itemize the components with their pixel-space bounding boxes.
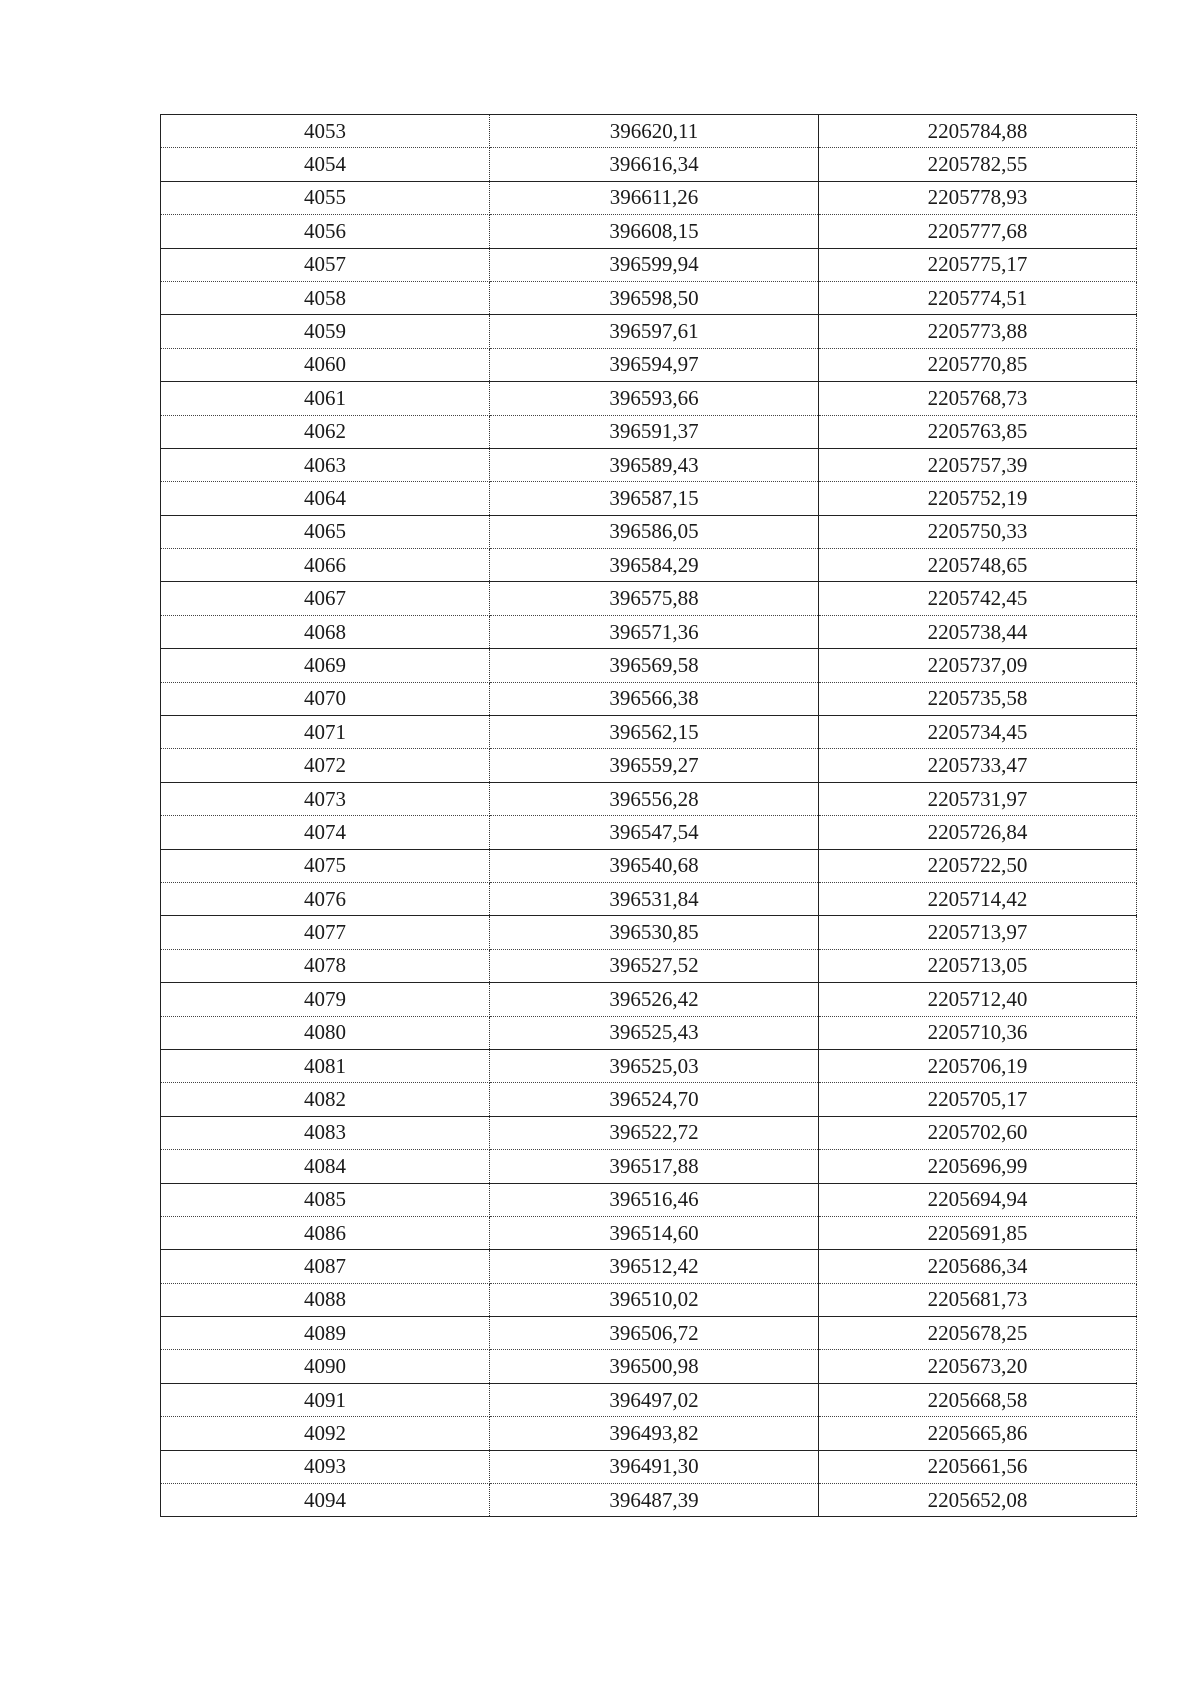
- y-coordinate-cell: 2205763,85: [819, 415, 1137, 448]
- x-coordinate-cell: 396512,42: [490, 1250, 819, 1283]
- table-row: [161, 248, 1137, 281]
- table-row: [161, 716, 1137, 749]
- table-row: [161, 1250, 1137, 1283]
- x-coordinate-cell: 396571,36: [490, 615, 819, 648]
- point-number-cell: 4072: [161, 749, 490, 782]
- y-coordinate-cell: 2205742,45: [819, 582, 1137, 615]
- coordinates-table: [160, 114, 1137, 1517]
- point-number-cell: 4056: [161, 215, 490, 248]
- x-coordinate-cell: 396547,54: [490, 816, 819, 849]
- table-row: [161, 482, 1137, 515]
- point-number-cell: 4073: [161, 782, 490, 815]
- y-coordinate-cell: 2205778,93: [819, 181, 1137, 214]
- point-number-cell: 4083: [161, 1116, 490, 1149]
- x-coordinate-cell: 396589,43: [490, 448, 819, 481]
- y-coordinate-cell: 2205737,09: [819, 649, 1137, 682]
- x-coordinate-cell: 396569,58: [490, 649, 819, 682]
- table-row: [161, 181, 1137, 214]
- point-number-cell: 4081: [161, 1049, 490, 1082]
- x-coordinate-cell: 396593,66: [490, 382, 819, 415]
- y-coordinate-cell: 2205735,58: [819, 682, 1137, 715]
- y-coordinate-cell: 2205768,73: [819, 382, 1137, 415]
- point-number-cell: 4074: [161, 816, 490, 849]
- x-coordinate-cell: 396562,15: [490, 716, 819, 749]
- y-coordinate-cell: 2205702,60: [819, 1116, 1137, 1149]
- x-coordinate-cell: 396559,27: [490, 749, 819, 782]
- x-coordinate-cell: 396506,72: [490, 1317, 819, 1350]
- y-coordinate-cell: 2205782,55: [819, 148, 1137, 181]
- point-number-cell: 4066: [161, 549, 490, 582]
- y-coordinate-cell: 2205673,20: [819, 1350, 1137, 1383]
- x-coordinate-cell: 396531,84: [490, 882, 819, 915]
- x-coordinate-cell: 396575,88: [490, 582, 819, 615]
- point-number-cell: 4077: [161, 916, 490, 949]
- table-row: [161, 649, 1137, 682]
- table-row: [161, 1083, 1137, 1116]
- point-number-cell: 4070: [161, 682, 490, 715]
- point-number-cell: 4061: [161, 382, 490, 415]
- table-row: [161, 1016, 1137, 1049]
- point-number-cell: 4058: [161, 281, 490, 314]
- point-number-cell: 4082: [161, 1083, 490, 1116]
- table-row: [161, 1317, 1137, 1350]
- y-coordinate-cell: 2205775,17: [819, 248, 1137, 281]
- y-coordinate-cell: 2205757,39: [819, 448, 1137, 481]
- table-row: [161, 882, 1137, 915]
- point-number-cell: 4088: [161, 1283, 490, 1316]
- point-number-cell: 4075: [161, 849, 490, 882]
- point-number-cell: 4053: [161, 115, 490, 148]
- table-row: [161, 281, 1137, 314]
- y-coordinate-cell: 2205681,73: [819, 1283, 1137, 1316]
- point-number-cell: 4054: [161, 148, 490, 181]
- y-coordinate-cell: 2205678,25: [819, 1317, 1137, 1350]
- y-coordinate-cell: 2205722,50: [819, 849, 1137, 882]
- y-coordinate-cell: 2205706,19: [819, 1049, 1137, 1082]
- table-row: [161, 582, 1137, 615]
- x-coordinate-cell: 396597,61: [490, 315, 819, 348]
- table-row: [161, 949, 1137, 982]
- y-coordinate-cell: 2205705,17: [819, 1083, 1137, 1116]
- y-coordinate-cell: 2205774,51: [819, 281, 1137, 314]
- x-coordinate-cell: 396530,85: [490, 916, 819, 949]
- x-coordinate-cell: 396611,26: [490, 181, 819, 214]
- table-row: [161, 549, 1137, 582]
- table-row: [161, 682, 1137, 715]
- y-coordinate-cell: 2205661,56: [819, 1450, 1137, 1483]
- point-number-cell: 4087: [161, 1250, 490, 1283]
- y-coordinate-cell: 2205731,97: [819, 782, 1137, 815]
- y-coordinate-cell: 2205713,05: [819, 949, 1137, 982]
- x-coordinate-cell: 396500,98: [490, 1350, 819, 1383]
- table-row: [161, 1350, 1137, 1383]
- point-number-cell: 4068: [161, 615, 490, 648]
- x-coordinate-cell: 396566,38: [490, 682, 819, 715]
- point-number-cell: 4092: [161, 1417, 490, 1450]
- table-row: [161, 1417, 1137, 1450]
- point-number-cell: 4065: [161, 515, 490, 548]
- y-coordinate-cell: 2205777,68: [819, 215, 1137, 248]
- point-number-cell: 4060: [161, 348, 490, 381]
- y-coordinate-cell: 2205665,86: [819, 1417, 1137, 1450]
- point-number-cell: 4080: [161, 1016, 490, 1049]
- point-number-cell: 4089: [161, 1317, 490, 1350]
- x-coordinate-cell: 396620,11: [490, 115, 819, 148]
- y-coordinate-cell: 2205652,08: [819, 1484, 1137, 1517]
- table-row: [161, 749, 1137, 782]
- point-number-cell: 4063: [161, 448, 490, 481]
- point-number-cell: 4086: [161, 1216, 490, 1249]
- y-coordinate-cell: 2205734,45: [819, 716, 1137, 749]
- point-number-cell: 4055: [161, 181, 490, 214]
- x-coordinate-cell: 396594,97: [490, 348, 819, 381]
- point-number-cell: 4064: [161, 482, 490, 515]
- x-coordinate-cell: 396526,42: [490, 983, 819, 1016]
- point-number-cell: 4085: [161, 1183, 490, 1216]
- y-coordinate-cell: 2205686,34: [819, 1250, 1137, 1283]
- x-coordinate-cell: 396587,15: [490, 482, 819, 515]
- x-coordinate-cell: 396497,02: [490, 1383, 819, 1416]
- table-row: [161, 115, 1137, 148]
- x-coordinate-cell: 396591,37: [490, 415, 819, 448]
- point-number-cell: 4078: [161, 949, 490, 982]
- point-number-cell: 4079: [161, 983, 490, 1016]
- y-coordinate-cell: 2205714,42: [819, 882, 1137, 915]
- y-coordinate-cell: 2205752,19: [819, 482, 1137, 515]
- y-coordinate-cell: 2205738,44: [819, 615, 1137, 648]
- table-row: [161, 1150, 1137, 1183]
- table-row: [161, 448, 1137, 481]
- y-coordinate-cell: 2205726,84: [819, 816, 1137, 849]
- x-coordinate-cell: 396517,88: [490, 1150, 819, 1183]
- table-row: [161, 849, 1137, 882]
- point-number-cell: 4084: [161, 1150, 490, 1183]
- table-row: [161, 1484, 1137, 1517]
- x-coordinate-cell: 396524,70: [490, 1083, 819, 1116]
- point-number-cell: 4090: [161, 1350, 490, 1383]
- y-coordinate-cell: 2205770,85: [819, 348, 1137, 381]
- table-row: [161, 1216, 1137, 1249]
- table-row: [161, 315, 1137, 348]
- table-row: [161, 916, 1137, 949]
- point-number-cell: 4094: [161, 1484, 490, 1517]
- table-row: [161, 1450, 1137, 1483]
- x-coordinate-cell: 396527,52: [490, 949, 819, 982]
- table-row: [161, 1049, 1137, 1082]
- point-number-cell: 4076: [161, 882, 490, 915]
- table-row: [161, 515, 1137, 548]
- coordinates-table-body: [161, 115, 1137, 1517]
- y-coordinate-cell: 2205733,47: [819, 749, 1137, 782]
- x-coordinate-cell: 396584,29: [490, 549, 819, 582]
- x-coordinate-cell: 396493,82: [490, 1417, 819, 1450]
- table-row: [161, 215, 1137, 248]
- x-coordinate-cell: 396525,43: [490, 1016, 819, 1049]
- y-coordinate-cell: 2205710,36: [819, 1016, 1137, 1049]
- x-coordinate-cell: 396616,34: [490, 148, 819, 181]
- table-row: [161, 782, 1137, 815]
- x-coordinate-cell: 396522,72: [490, 1116, 819, 1149]
- y-coordinate-cell: 2205713,97: [819, 916, 1137, 949]
- table-row: [161, 816, 1137, 849]
- point-number-cell: 4071: [161, 716, 490, 749]
- y-coordinate-cell: 2205691,85: [819, 1216, 1137, 1249]
- point-number-cell: 4057: [161, 248, 490, 281]
- x-coordinate-cell: 396525,03: [490, 1049, 819, 1082]
- point-number-cell: 4091: [161, 1383, 490, 1416]
- point-number-cell: 4059: [161, 315, 490, 348]
- point-number-cell: 4069: [161, 649, 490, 682]
- point-number-cell: 4093: [161, 1450, 490, 1483]
- x-coordinate-cell: 396598,50: [490, 281, 819, 314]
- y-coordinate-cell: 2205750,33: [819, 515, 1137, 548]
- table-row: [161, 1183, 1137, 1216]
- x-coordinate-cell: 396510,02: [490, 1283, 819, 1316]
- point-number-cell: 4062: [161, 415, 490, 448]
- table-row: [161, 983, 1137, 1016]
- table-row: [161, 615, 1137, 648]
- y-coordinate-cell: 2205696,99: [819, 1150, 1137, 1183]
- x-coordinate-cell: 396586,05: [490, 515, 819, 548]
- y-coordinate-cell: 2205712,40: [819, 983, 1137, 1016]
- x-coordinate-cell: 396487,39: [490, 1484, 819, 1517]
- x-coordinate-cell: 396491,30: [490, 1450, 819, 1483]
- x-coordinate-cell: 396599,94: [490, 248, 819, 281]
- table-row: [161, 415, 1137, 448]
- table-row: [161, 1283, 1137, 1316]
- y-coordinate-cell: 2205748,65: [819, 549, 1137, 582]
- table-row: [161, 148, 1137, 181]
- y-coordinate-cell: 2205694,94: [819, 1183, 1137, 1216]
- x-coordinate-cell: 396516,46: [490, 1183, 819, 1216]
- table-row: [161, 382, 1137, 415]
- x-coordinate-cell: 396556,28: [490, 782, 819, 815]
- point-number-cell: 4067: [161, 582, 490, 615]
- table-row: [161, 1383, 1137, 1416]
- y-coordinate-cell: 2205773,88: [819, 315, 1137, 348]
- table-row: [161, 348, 1137, 381]
- y-coordinate-cell: 2205668,58: [819, 1383, 1137, 1416]
- x-coordinate-cell: 396514,60: [490, 1216, 819, 1249]
- x-coordinate-cell: 396608,15: [490, 215, 819, 248]
- table-row: [161, 1116, 1137, 1149]
- x-coordinate-cell: 396540,68: [490, 849, 819, 882]
- y-coordinate-cell: 2205784,88: [819, 115, 1137, 148]
